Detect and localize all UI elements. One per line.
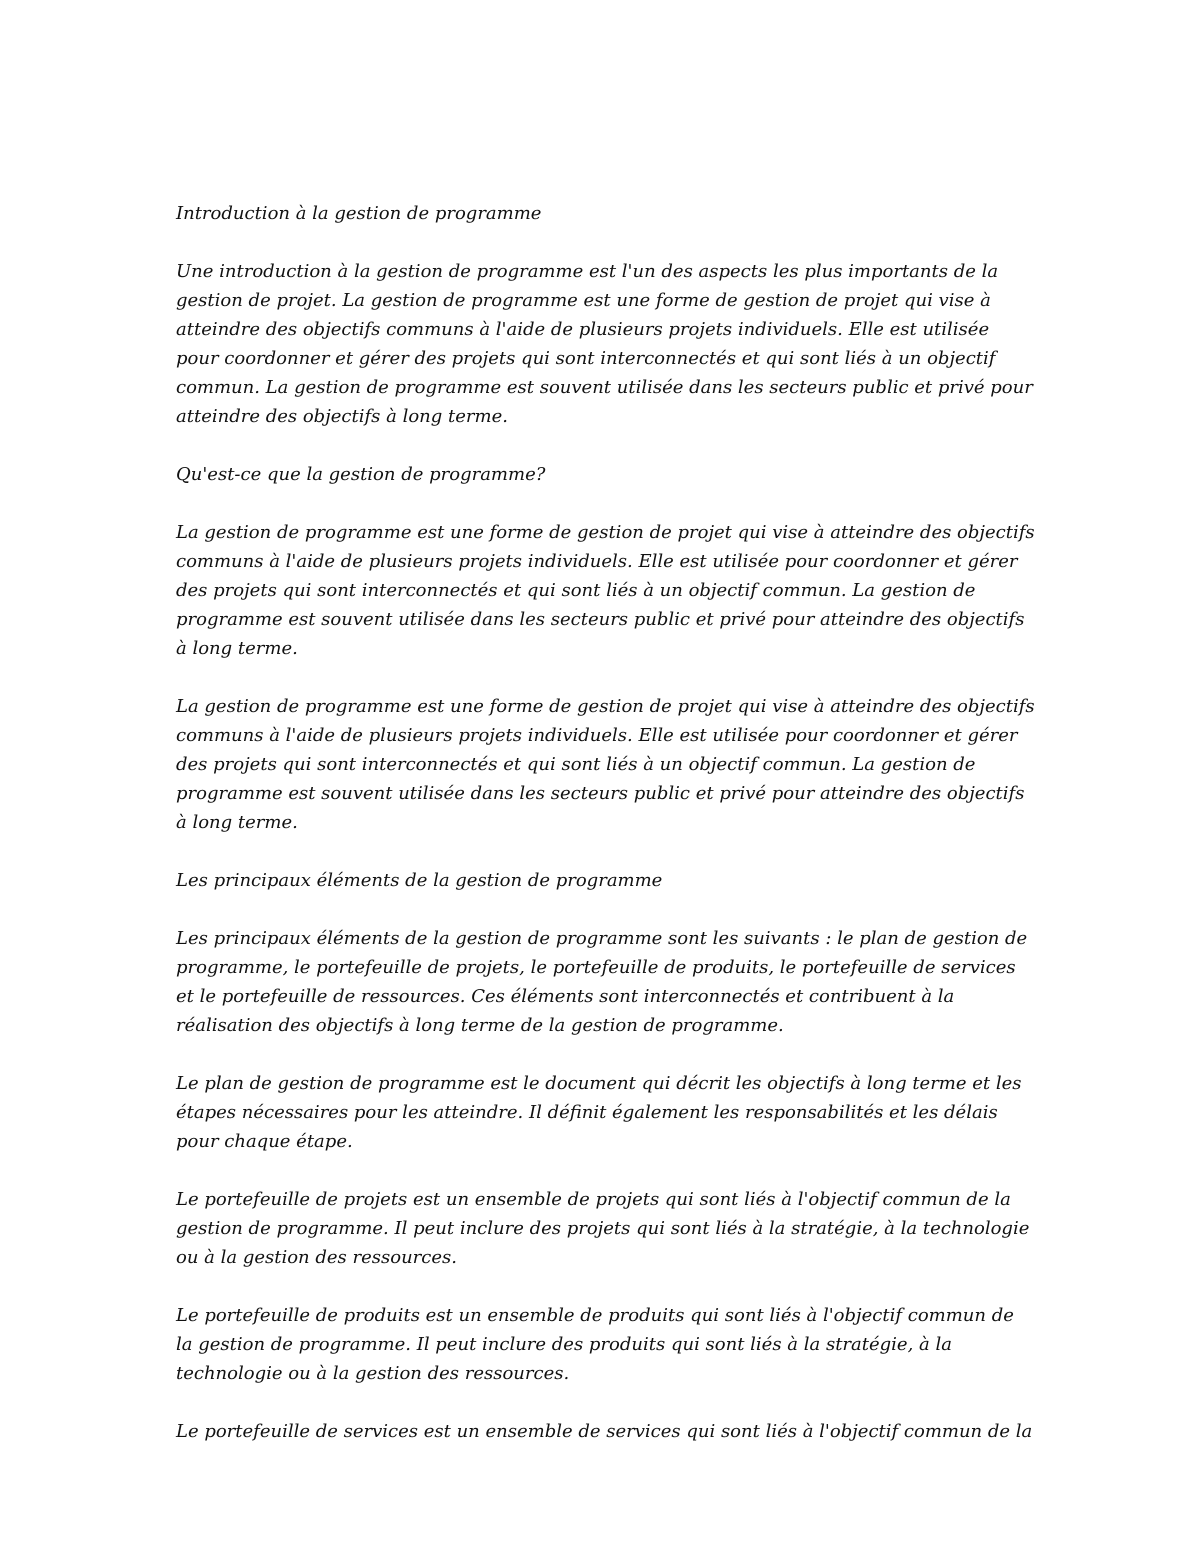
paragraph-project-portfolio: Le portefeuille de projets est un ensemble de projets qui sont liés à l'objectif commun de la gestion de programme. Il peut inclure des projets qui sont liés à la stratégie, à la technologie ou à la gestion des ressources. [176,1189,1030,1268]
document-body [176,199,1036,1475]
section-heading-elements: Les principaux éléments de la gestion de programme [176,870,663,891]
paragraph-definition-1: La gestion de programme est une forme de gestion de projet qui vise à atteindre des objectifs communs à l'aide de plusieurs projets individuels. Elle est utilisée pour coordonner et gérer des projets qui sont interconnectés et qui sont liés à un objectif commun. La gestion de programme est souvent utilisée dans les secteurs public et privé pour atteindre des objectifs à long terme. [176,522,1035,659]
section-heading-introduction: Introduction à la gestion de programme [176,203,542,224]
paragraph-elements-overview: Les principaux éléments de la gestion de programme sont les suivants : le plan de gestion de programme, le portefeuille de projets, le portefeuille de produits, le portefeuille de services et le portefeuille de ressources. Ces éléments sont interconnectés et contribuent à la réalisation des objectifs à long terme de la gestion de programme. [176,928,1028,1036]
paragraph-product-portfolio: Le portefeuille de produits est un ensemble de produits qui sont liés à l'objectif commun de la gestion de programme. Il peut inclure des produits qui sont liés à la stratégie, à la technologie ou à la gestion des ressources. [176,1305,1014,1384]
section-heading-definition: Qu'est-ce que la gestion de programme? [176,464,546,485]
paragraph-definition-2: La gestion de programme est une forme de gestion de projet qui vise à atteindre des objectifs communs à l'aide de plusieurs projets individuels. Elle est utilisée pour coordonner et gérer des projets qui sont interconnectés et qui sont liés à un objectif commun. La gestion de programme est souvent utilisée dans les secteurs public et privé pour atteindre des objectifs à long terme. [176,696,1035,833]
paragraph-service-portfolio: Le portefeuille de services est un ensemble de services qui sont liés à l'objectif commun de la [176,1421,1033,1442]
paragraph-introduction: Une introduction à la gestion de programme est l'un des aspects les plus importants de la gestion de projet. La gestion de programme est une forme de gestion de projet qui vise à atteindre des objectifs communs à l'aide de plusieurs projets individuels. Elle est utilisée pour coordonner et gérer des projets qui sont interconnectés et qui sont liés à un objectif commun. La gestion de programme est souvent utilisée dans les secteurs public et privé pour atteindre des objectifs à long terme. [176,261,1033,427]
paragraph-program-plan: Le plan de gestion de programme est le document qui décrit les objectifs à long terme et les étapes nécessaires pour les atteindre. Il définit également les responsabilités et les délais pour chaque étape. [176,1073,1022,1152]
